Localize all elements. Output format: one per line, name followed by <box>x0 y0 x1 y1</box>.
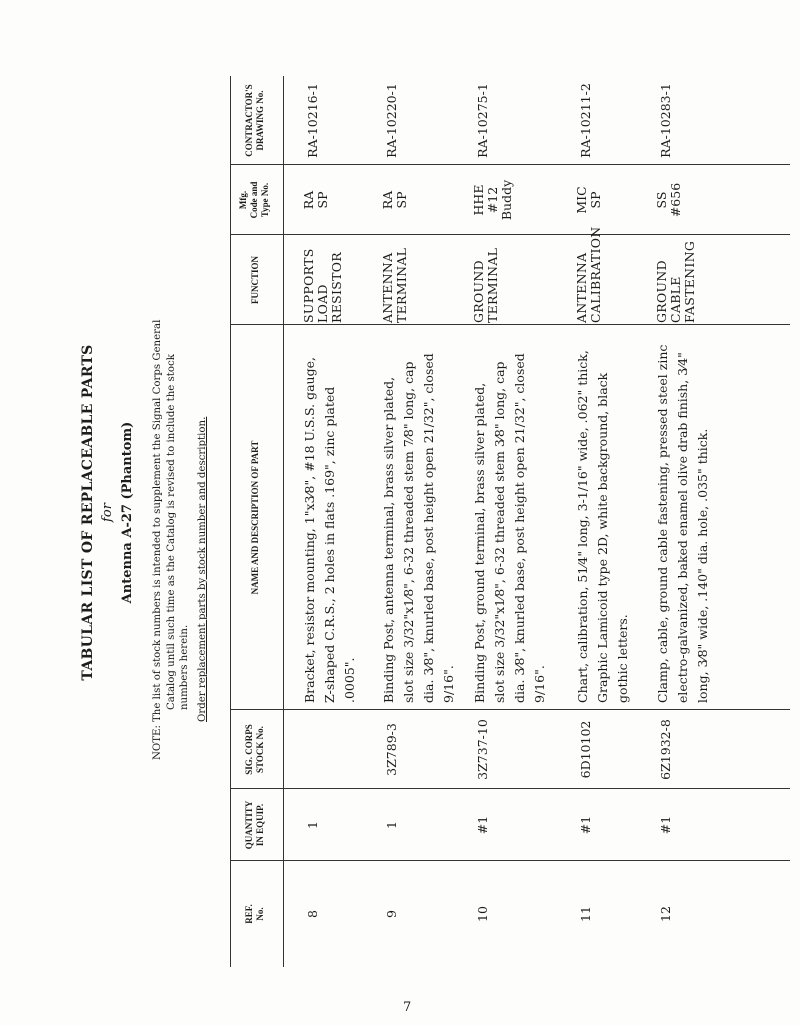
header-drawing: CONTRACTOR'S DRAWING No. <box>244 84 265 157</box>
part-description: Bracket, resistor mounting, 1"x3⁄8", #18 U.S.S. gauge, Z-shaped C.R.S., 2 holes in flats .169", zinc plated .0005". <box>302 357 357 703</box>
part-function: ANTENNA CALIBRATION <box>574 226 603 323</box>
part-description: Binding Post, ground terminal, brass silver plated, slot size 3/32"x1⁄8", 6-32 threaded stem 3⁄8" long, cap dia. 3⁄8", knurled base, post height open 21/32", closed 9/16". <box>472 353 547 703</box>
quantity: 1 <box>384 821 399 829</box>
quantity: 1 <box>305 821 320 829</box>
note-text <box>151 320 209 722</box>
note-line: The list of stock numbers is intended to supplement the Signal Corps General <box>152 319 163 722</box>
mfg-code: RA SP <box>380 190 409 210</box>
order-instruction: Order replacement parts by stock number and description. <box>196 416 208 722</box>
part-function: GROUND TERMINAL <box>471 247 500 323</box>
header-mfg: Mfg. Code and Type No. <box>238 181 270 219</box>
note-label: NOTE: <box>152 725 163 760</box>
drawing-number: RA-10211-2 <box>578 83 593 158</box>
page-subtitle: Antenna A-27 (Phantom) <box>120 421 135 604</box>
ref-number: 12 <box>658 906 673 922</box>
ref-number: 8 <box>305 910 320 918</box>
stock-number: 6Z1932-8 <box>658 719 673 780</box>
header-quantity: QUANTITY IN EQUIP. <box>244 800 265 850</box>
note-line: numbers herein. <box>179 624 190 710</box>
drawing-number: RA-10275-1 <box>475 83 490 158</box>
part-description: Binding Post, antenna terminal, brass silver plated, slot size 3/32"x1⁄8", 6-32 threaded stem 7⁄8" long, cap dia. 3⁄8", knurled base, post height open 21/32", closed 9/16". <box>381 353 456 703</box>
for-label: for <box>100 503 115 522</box>
quantity: #1 <box>658 815 673 835</box>
page-number: 7 <box>403 1000 412 1015</box>
header-ref: REF. No. <box>244 904 265 924</box>
page-title: TABULAR LIST OF REPLACEABLE PARTS <box>80 344 96 681</box>
drawing-number: RA-10216-1 <box>305 83 320 158</box>
mfg-code: RA SP <box>301 190 330 210</box>
ref-number: 9 <box>384 910 399 918</box>
header-bottom-rule <box>283 76 284 967</box>
part-function: GROUND CABLE FASTENING <box>654 240 697 323</box>
part-description: Clamp, cable, ground cable fastening, pressed steel zinc electro-galvanized, baked enamel olive drab finish, 3⁄4" long, 3⁄8" wide, .140" dia. hole, .035" thick. <box>655 344 710 703</box>
part-function: SUPPORTS LOAD RESISTOR <box>301 248 344 323</box>
part-description: Chart, calibration, 51⁄4" long, 3-1/16" wide, .062" thick, Graphic Lamicoid type 2D, white background, black gothic letters. <box>575 350 630 703</box>
header-stock: SIG. CORPS STOCK No. <box>244 724 265 775</box>
col-divider <box>230 709 790 710</box>
quantity: #1 <box>578 815 593 835</box>
header-name: NAME AND DESCRIPTION OF PART <box>250 440 260 595</box>
drawing-number: RA-10220-1 <box>384 83 399 158</box>
stock-number: 6D10102 <box>578 720 593 779</box>
ref-number: 11 <box>578 906 593 922</box>
note-line: Catalog until such time as the Catalog is revised to include the stock <box>165 354 177 710</box>
stock-number: 3Z737-10 <box>475 719 490 780</box>
part-function: ANTENNA TERMINAL <box>380 247 409 323</box>
col-divider <box>230 324 790 325</box>
stock-number: 3Z789-3 <box>384 723 399 776</box>
mfg-code: SS #656 <box>654 182 683 218</box>
header-function: FUNCTION <box>250 256 260 305</box>
ref-number: 10 <box>475 906 490 922</box>
quantity: #1 <box>475 815 490 835</box>
table-top-rule <box>230 76 231 967</box>
mfg-code: HHE #12 Buddy <box>471 179 514 221</box>
mfg-code: MIC SP <box>574 186 603 214</box>
drawing-number: RA-10283-1 <box>658 83 673 158</box>
